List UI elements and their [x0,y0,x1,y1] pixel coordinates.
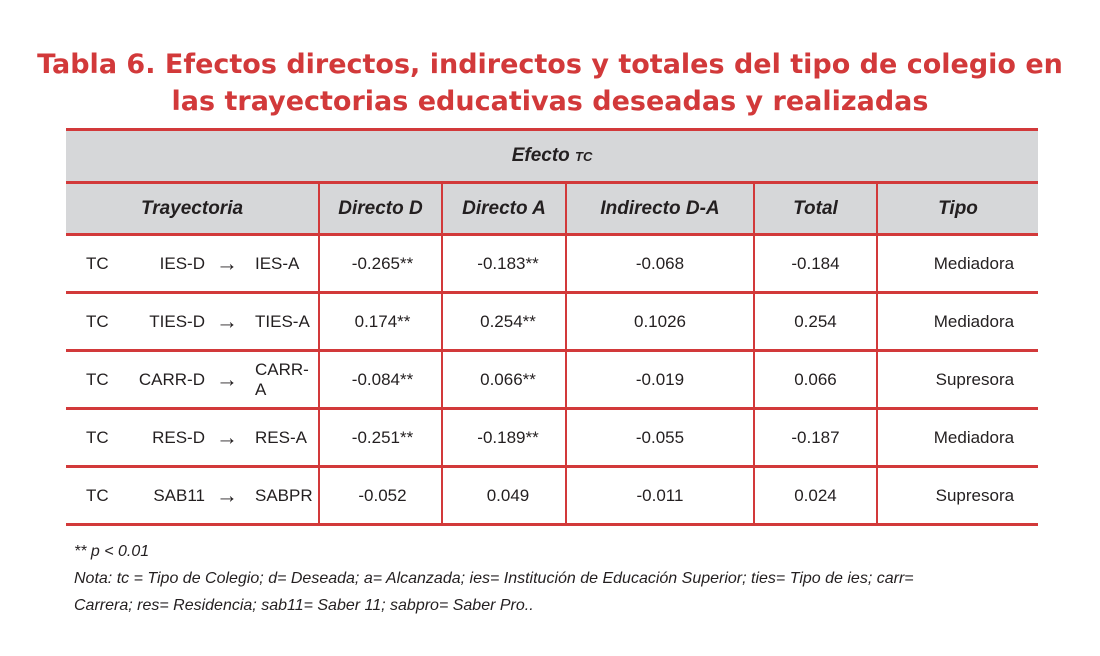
tipo-cell: Mediadora [877,409,1038,467]
trajectory-from: TIES-D [149,311,205,331]
total-cell [754,409,877,467]
directo-d-cell [319,351,442,409]
total-cell [754,293,877,351]
indirecto-value: -0.019 [635,369,685,389]
total-value: 0.254 [794,311,837,331]
directo-d-value: -0.052 [358,485,407,505]
trajectory-from: SAB11 [153,485,205,505]
directo-a-value: -0.189** [477,427,539,447]
directo-a-cell [442,409,566,467]
right-arrow-icon: → [216,481,238,507]
trajectory-to: CARR-A [255,359,309,399]
col-header-indirecto-d-a: Indirecto D-A [566,183,754,235]
indirecto-cell [566,235,754,293]
right-arrow-icon: → [216,423,238,449]
directo-d-value: 0.174** [354,311,411,331]
right-arrow-icon: → [216,365,238,391]
directo-d-cell [319,409,442,467]
directo-a-cell [442,467,566,525]
col-header-directo-d: Directo D [319,183,442,235]
group-header-label-sc: tc [575,145,593,166]
directo-a-value: -0.183** [477,253,539,273]
directo-d-value: -0.251** [351,427,414,447]
trajectory-to: RES-A [255,427,307,447]
total-cell [754,351,877,409]
indirecto-cell [566,409,754,467]
trajectory-to: TIES-A [255,311,310,331]
trajectory-from: CARR-D [138,369,205,389]
directo-a-value: 0.066** [480,369,536,389]
total-value: -0.187 [791,427,840,447]
abbreviation-note-line-1: Nota: tc = Tipo de Colegio; d= Deseada; a= Alcanzada; ies= Institución de Educación Superior; ties= Tipo de ies; carr= [74,570,914,587]
directo-a-cell [442,351,566,409]
indirecto-value: -0.068 [635,253,685,273]
directo-d-value: -0.084** [351,369,414,389]
right-arrow-icon: → [216,249,238,275]
right-arrow-icon: → [216,307,238,333]
directo-a-value: 0.254** [480,311,536,331]
total-value: 0.024 [794,485,837,505]
trajectory-cell [66,351,319,409]
table-row [66,351,1038,409]
group-header-efecto-tc [66,130,1038,183]
directo-d-cell [319,467,442,525]
trajectory-source: TC [86,369,109,389]
total-value: -0.184 [791,253,840,273]
trajectory-from: RES-D [152,427,205,447]
tipo-cell: Mediadora [877,293,1038,351]
effects-table [66,128,1038,526]
table-title-line-1: Tabla 6. Efectos directos, indirectos y totales del tipo de colegio en [37,49,1063,80]
total-cell [754,235,877,293]
table-row [66,235,1038,293]
table-notes [74,538,1054,619]
trajectory-cell [66,467,319,525]
total-cell [754,467,877,525]
col-header-directo-a: Directo A [442,183,566,235]
indirecto-cell [566,293,754,351]
group-header-label: Efecto [511,145,570,166]
significance-note: ** p < 0.01 [74,543,150,560]
trajectory-source: TC [86,485,109,505]
tipo-cell: Supresora [877,351,1038,409]
trajectory-from: IES-D [159,253,205,273]
total-value: 0.066 [794,369,837,389]
abbreviation-note-line-2: Carrera; res= Residencia; sab11= Saber 11; sabpro= Saber Pro.. [74,597,534,614]
table-row [66,293,1038,351]
table-row [66,409,1038,467]
col-header-total: Total [754,183,877,235]
trajectory-source: TC [86,427,109,447]
tipo-cell: Mediadora [877,235,1038,293]
tipo-cell: Supresora [877,467,1038,525]
col-header-trayectoria: Trayectoria [66,183,319,235]
table-title [0,46,1100,120]
indirecto-value: -0.011 [636,485,684,505]
directo-d-value: -0.265** [351,253,414,273]
indirecto-cell [566,467,754,525]
trajectory-source: TC [86,253,109,273]
table-row [66,467,1038,525]
directo-a-cell [442,293,566,351]
column-header-row [66,183,1038,235]
trajectory-cell [66,409,319,467]
trajectory-cell [66,293,319,351]
indirecto-cell [566,351,754,409]
directo-a-value: 0.049 [486,485,530,505]
indirecto-value: -0.055 [635,427,685,447]
group-header-row [66,130,1038,183]
trajectory-to: SABPR [255,485,313,505]
trajectory-cell [66,235,319,293]
trajectory-to: IES-A [255,253,300,273]
table-title-line-2: las trayectorias educativas deseadas y realizadas [171,86,929,117]
directo-a-cell [442,235,566,293]
col-header-tipo: Tipo [877,183,1038,235]
directo-d-cell [319,235,442,293]
indirecto-value: 0.1026 [634,311,686,331]
directo-d-cell [319,293,442,351]
trajectory-source: TC [86,311,109,331]
